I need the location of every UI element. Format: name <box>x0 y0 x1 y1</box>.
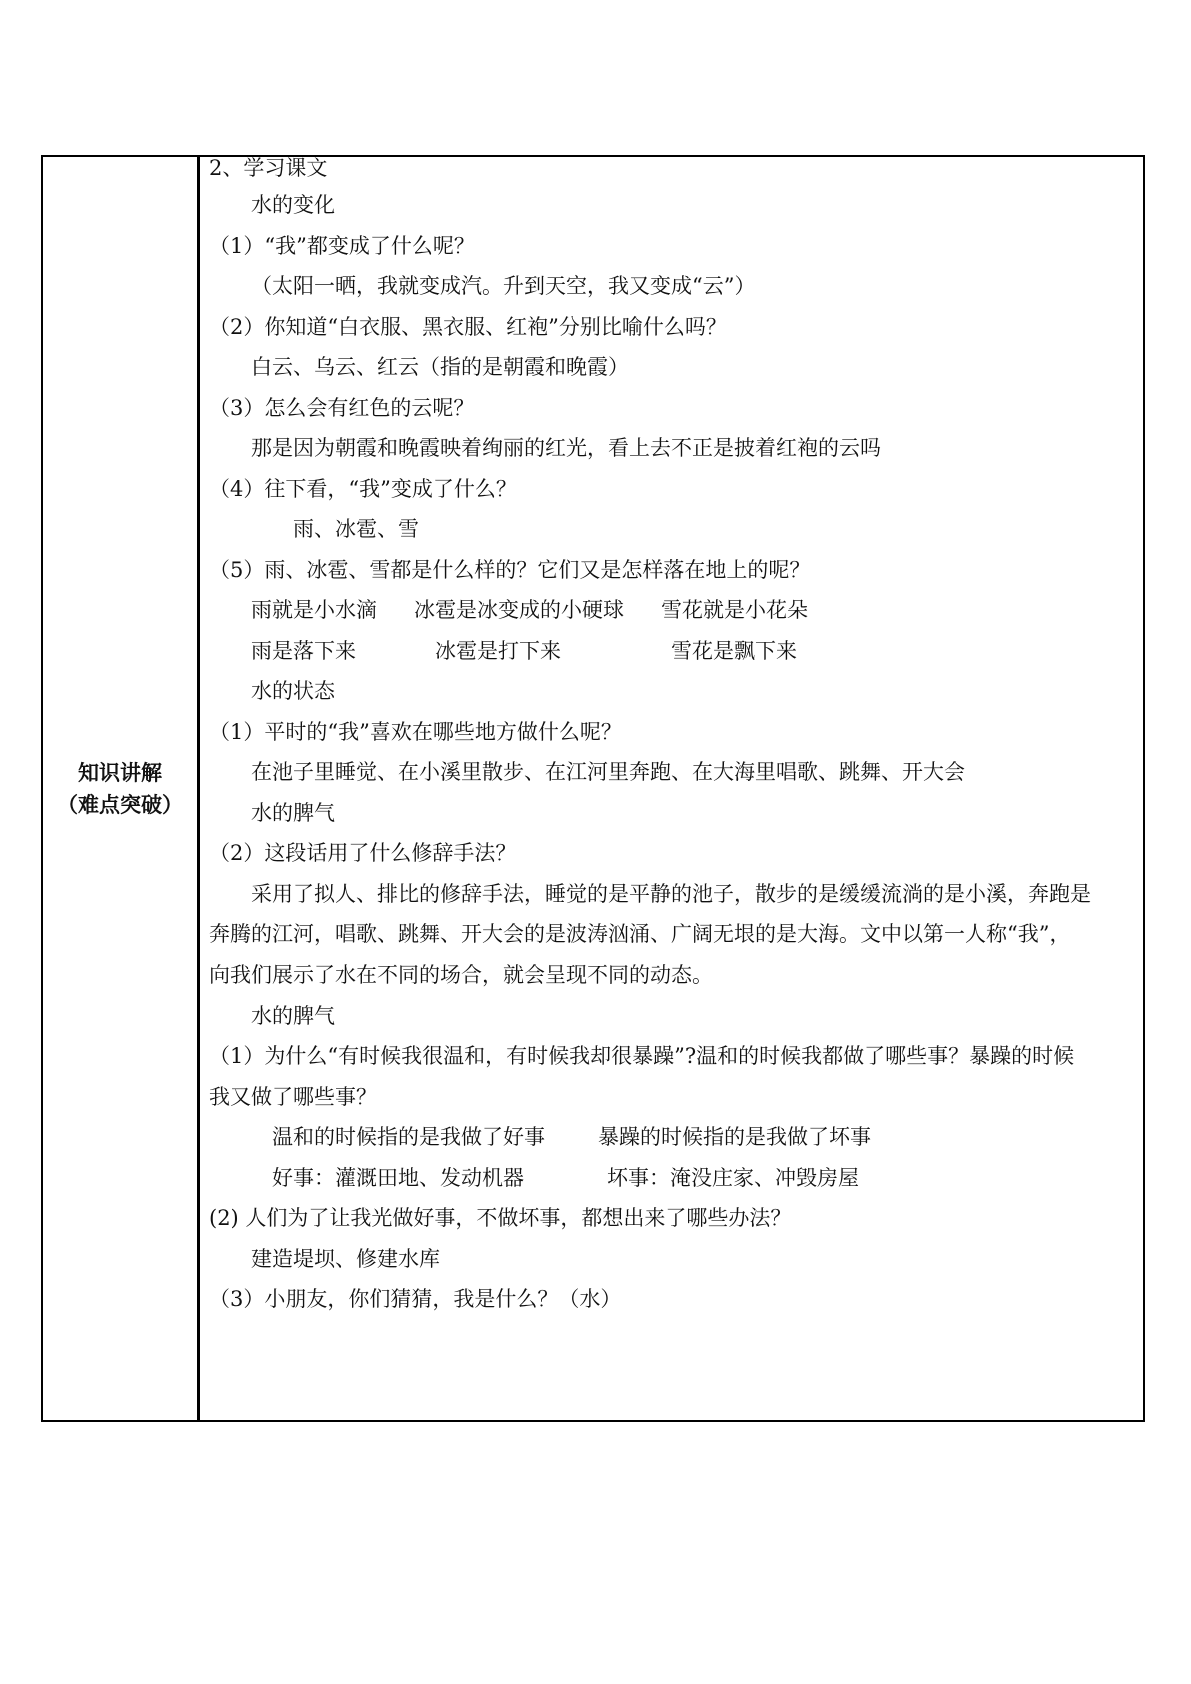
answer-line: 雨就是小水滴 <box>251 598 377 622</box>
section-heading: 水的状态 <box>251 679 335 703</box>
row-label-line1: 知识讲解 <box>78 760 162 785</box>
answer-line: 雨是落下来 <box>251 639 356 663</box>
row-label-line2: （难点突破） <box>57 792 183 817</box>
section-heading: 水的变化 <box>251 193 335 217</box>
question-line: （1）“我”都变成了什么呢？ <box>209 234 475 258</box>
answer-line: 暴躁的时候指的是我做了坏事 <box>598 1125 871 1149</box>
question-line: 我又做了哪些事？ <box>209 1085 377 1109</box>
answer-line: 坏事：淹没庄家、冲毁房屋 <box>607 1166 859 1190</box>
paragraph-line: 向我们展示了水在不同的场合，就会呈现不同的动态。 <box>209 963 713 987</box>
question-line: （1）为什么“有时候我很温和，有时候我却很暴躁”?温和的时候我都做了哪些事？暴躁的时候 <box>209 1044 1075 1068</box>
paragraph-line: 奔腾的江河，唱歌、跳舞、开大会的是波涛汹涌、广阔无垠的是大海。文中以第一人称“我”， <box>209 922 1071 946</box>
row-label-cell <box>43 157 197 1420</box>
question-line: （2）你知道“白衣服、黑衣服、红袍”分别比喻什么吗？ <box>209 315 727 339</box>
question-line: (2) 人们为了让我光做好事，不做坏事，都想出来了哪些办法？ <box>209 1206 792 1230</box>
answer-line: 雪花是飘下来 <box>671 639 797 663</box>
text-line: 2、学习课文 <box>209 156 328 180</box>
question-line: （3）怎么会有红色的云呢？ <box>209 396 475 420</box>
paragraph-line: 采用了拟人、排比的修辞手法，睡觉的是平静的池子，散步的是缓缓流淌的是小溪，奔跑是 <box>251 882 1091 906</box>
answer-line: 白云、乌云、红云（指的是朝霞和晚霞） <box>251 355 629 379</box>
question-line: （1）平时的“我”喜欢在哪些地方做什么呢？ <box>209 720 622 744</box>
answer-line: 雨、冰雹、雪 <box>293 517 419 541</box>
answer-line: 好事：灌溉田地、发动机器 <box>272 1166 524 1190</box>
column-divider <box>197 157 200 1420</box>
answer-line: 冰雹是冰变成的小硬球 <box>414 598 624 622</box>
answer-line: 冰雹是打下来 <box>435 639 561 663</box>
question-line: （5）雨、冰雹、雪都是什么样的？它们又是怎样落在地上的呢？ <box>209 558 811 582</box>
lesson-table <box>41 155 1145 1422</box>
answer-line: 那是因为朝霞和晚霞映着绚丽的红光，看上去不正是披着红袍的云吗 <box>251 436 881 460</box>
answer-line: （太阳一晒，我就变成汽。升到天空，我又变成“云”） <box>251 274 756 298</box>
question-line: （4）往下看，“我”变成了什么？ <box>209 477 517 501</box>
answer-line: 在池子里睡觉、在小溪里散步、在江河里奔跑、在大海里唱歌、跳舞、开大会 <box>251 760 965 784</box>
answer-line: 温和的时候指的是我做了好事 <box>272 1125 545 1149</box>
answer-line: 建造堤坝、修建水库 <box>251 1247 440 1271</box>
question-line: （2）这段话用了什么修辞手法？ <box>209 841 517 865</box>
section-heading: 水的脾气 <box>251 801 335 825</box>
answer-line: 雪花就是小花朵 <box>661 598 808 622</box>
section-heading: 水的脾气 <box>251 1004 335 1028</box>
question-line: （3）小朋友，你们猜猜，我是什么？（水） <box>209 1287 622 1311</box>
